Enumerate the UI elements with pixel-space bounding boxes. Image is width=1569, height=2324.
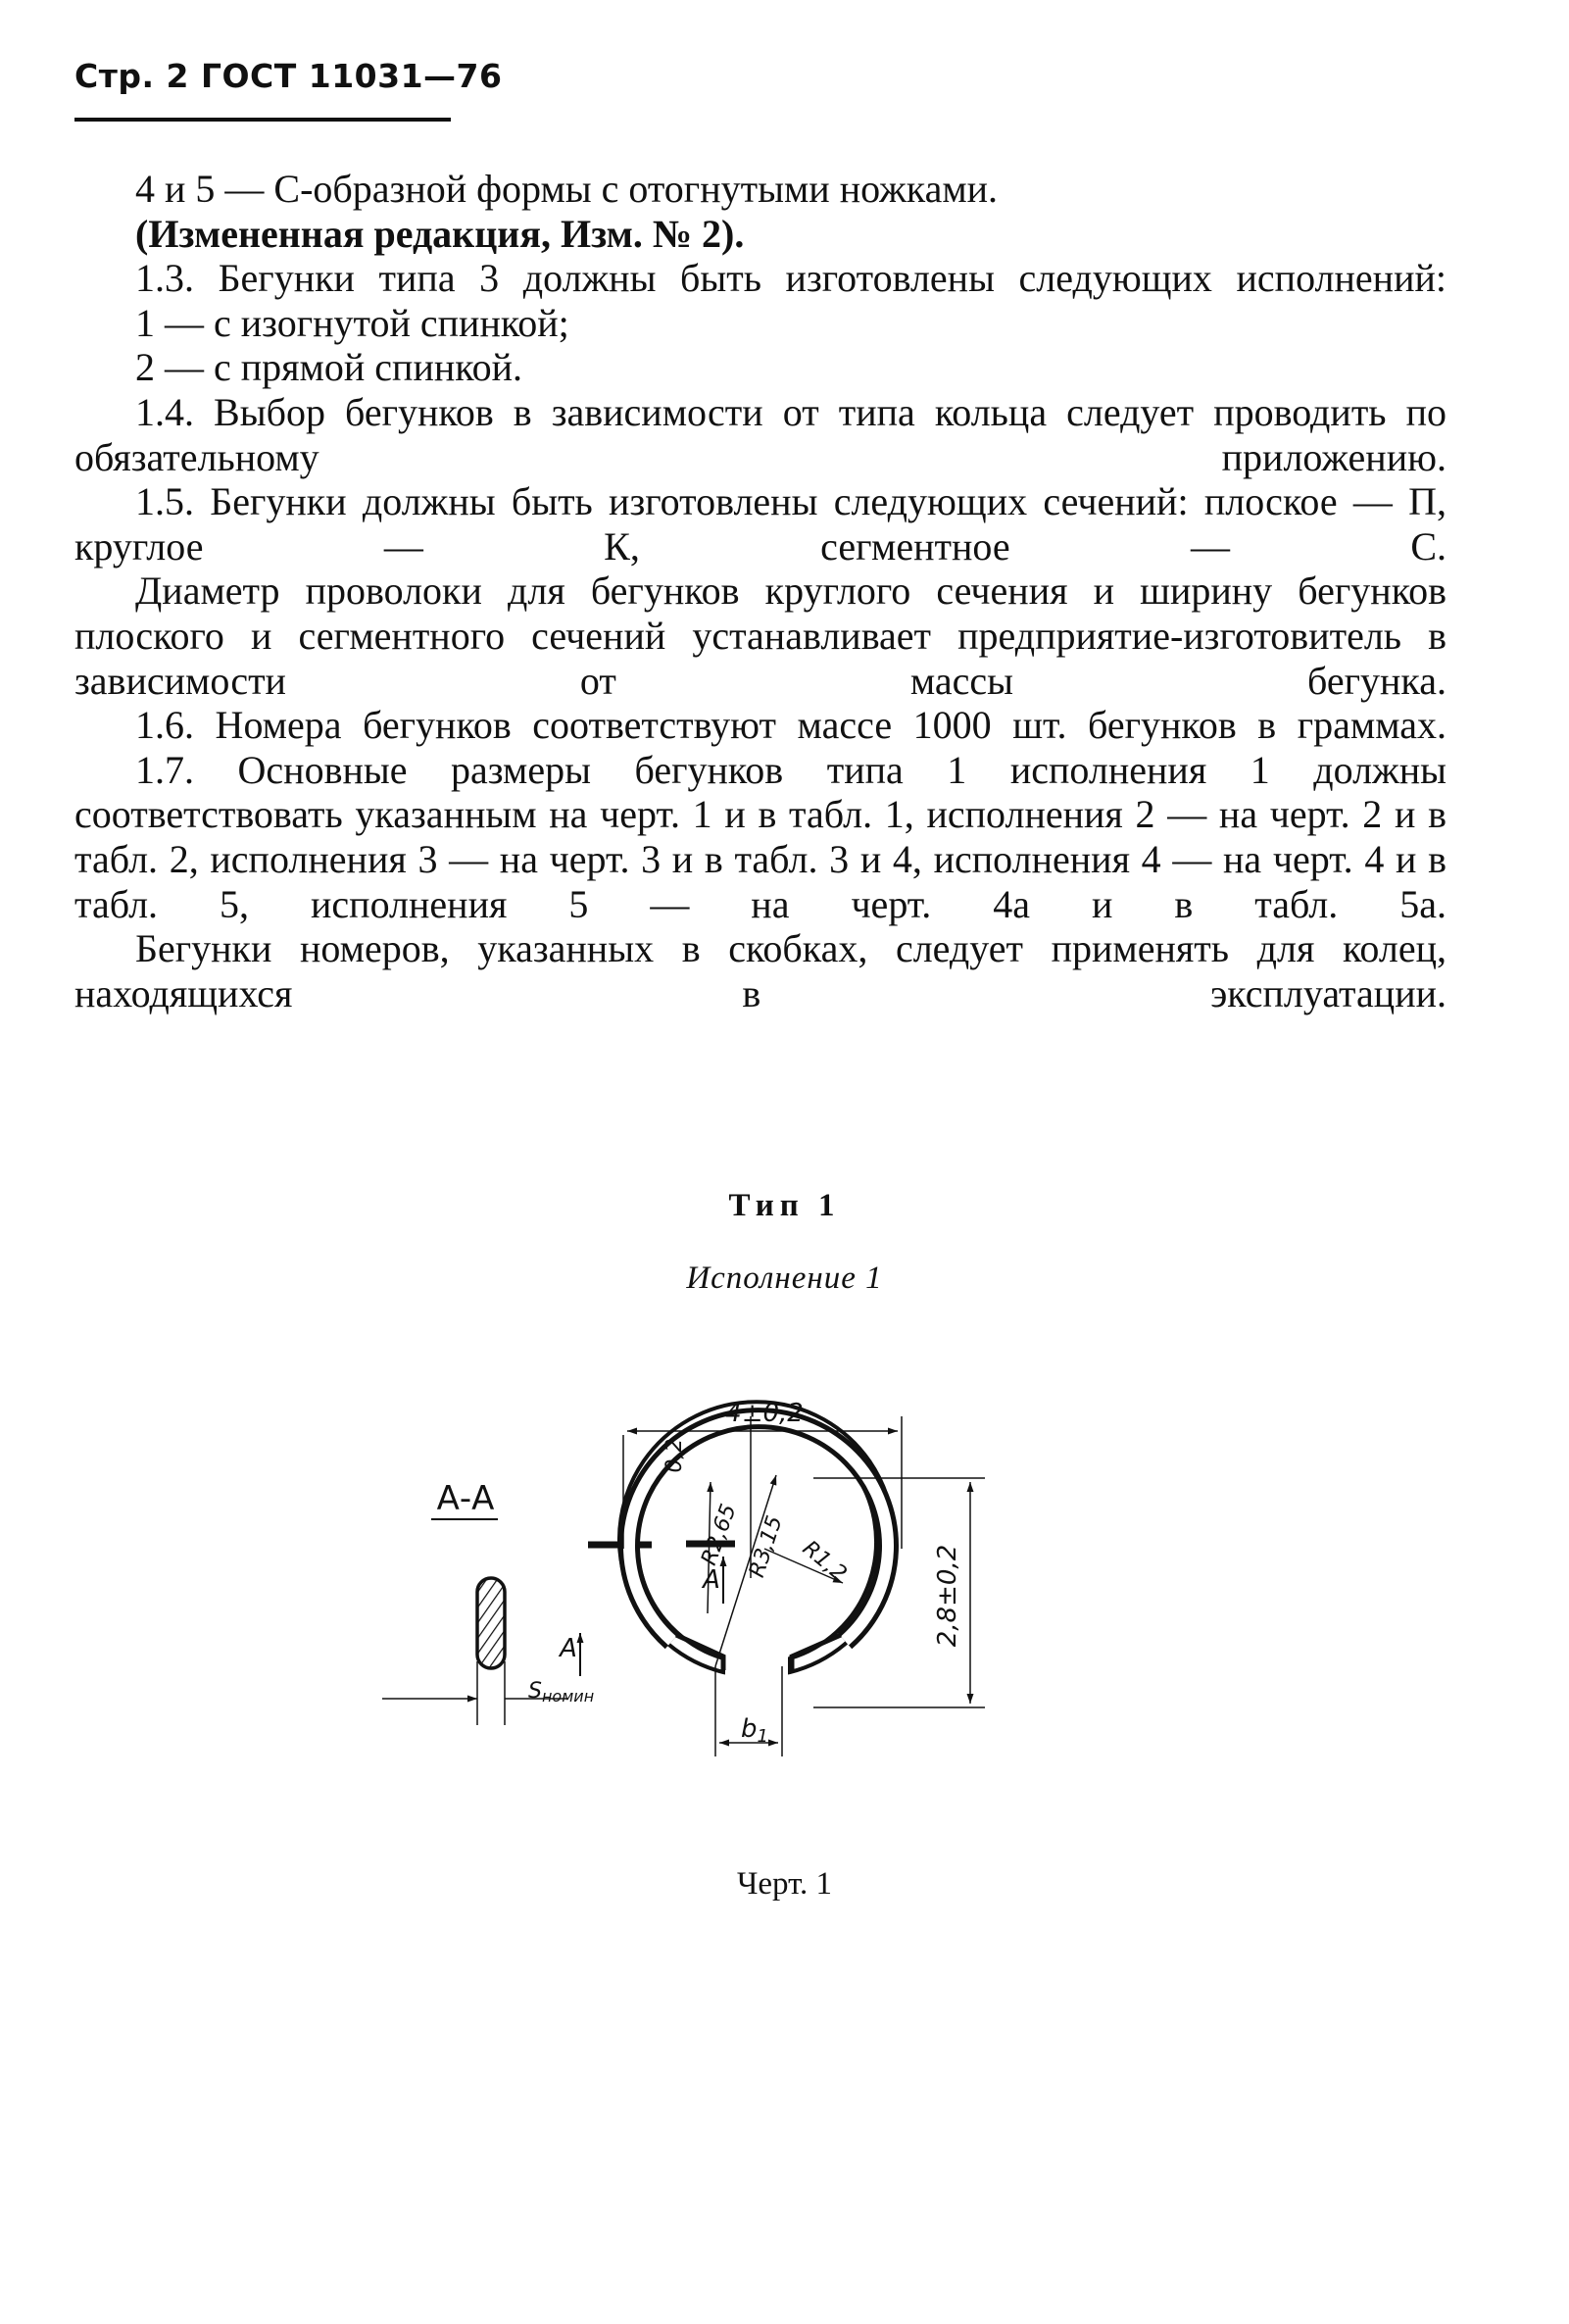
brackets-paragraph: Бегунки номеров, указанных в скобках, следует применять для колец, находящихся в эксплуатации.: [74, 926, 1446, 1015]
clause-1-3-item-2: 2 — с прямой спинкой.: [135, 345, 523, 390]
clause-1-6: 1.6. Номера бегунков соответствуют массе 1000 шт. бегунков в граммах.: [135, 703, 1446, 748]
drawing-figure-1: [372, 1372, 1156, 1784]
clause-1-3-item-1: 1 — с изогнутой спинкой;: [135, 300, 569, 345]
paragraph-line-1: 4 и 5 — С-образной формы с отогнутыми ножками.: [135, 167, 999, 211]
amendment-note: (Измененная редакция, Изм. № 2).: [135, 211, 745, 256]
variant-heading: Исполнение 1: [686, 1261, 883, 1296]
height-dim-label: 2,8±0,2: [933, 1544, 962, 1648]
r-inner-label: R2,65: [697, 1501, 742, 1569]
figure-caption: Черт. 1: [736, 1866, 833, 1902]
s-nom-label: Sномин: [528, 1679, 595, 1706]
section-label: А-А: [436, 1479, 495, 1518]
r-outer-label: R3,15: [744, 1512, 788, 1581]
section-arrow-left-label: А: [560, 1634, 577, 1663]
header-rule: [74, 118, 451, 122]
wire-paragraph: Диаметр проволоки для бегунков круглого сечения и ширину бегунков плоского и сегментного сечений устанавливает предприятие-изготовитель в зависимости от массы бегунка.: [74, 569, 1446, 703]
clause-1-4: 1.4. Выбор бегунков в зависимости от типа кольца следует проводить по обязательному приложению.: [74, 389, 1446, 479]
clause-1-5: 1.5. Бегунки должны быть изготовлены следующих сечений: плоское — П, круглое — К, сегментное — С.: [74, 479, 1446, 569]
running-header: Стр. 2 ГОСТ 11031—76: [74, 57, 503, 95]
opening-dim-label: b1: [741, 1714, 768, 1747]
section-arrow-right-label: А: [703, 1565, 720, 1595]
clause-1-3: 1.3. Бегунки типа 3 должны быть изготовлены следующих исполнений:: [135, 256, 1446, 301]
gap-dim-label: 0,2: [662, 1438, 687, 1473]
width-dim-label: 4±0,2: [725, 1399, 804, 1428]
clause-1-7: 1.7. Основные размеры бегунков типа 1 исполнения 1 должны соответствовать указанным на черт. 1 и в табл. 1, исполнения 2 — на черт. 2 и в табл. 2, исполнения 3 — на черт. 3 и в табл. 3 и 4, исполнения 4 — на черт. 4 и в табл. 5, исполнения 5 — на черт. 4а и в табл. 5а.: [74, 747, 1446, 926]
r-end-label: R1,2: [797, 1536, 852, 1587]
body-text: [74, 167, 1446, 1015]
type-heading: Тип 1: [728, 1188, 841, 1223]
